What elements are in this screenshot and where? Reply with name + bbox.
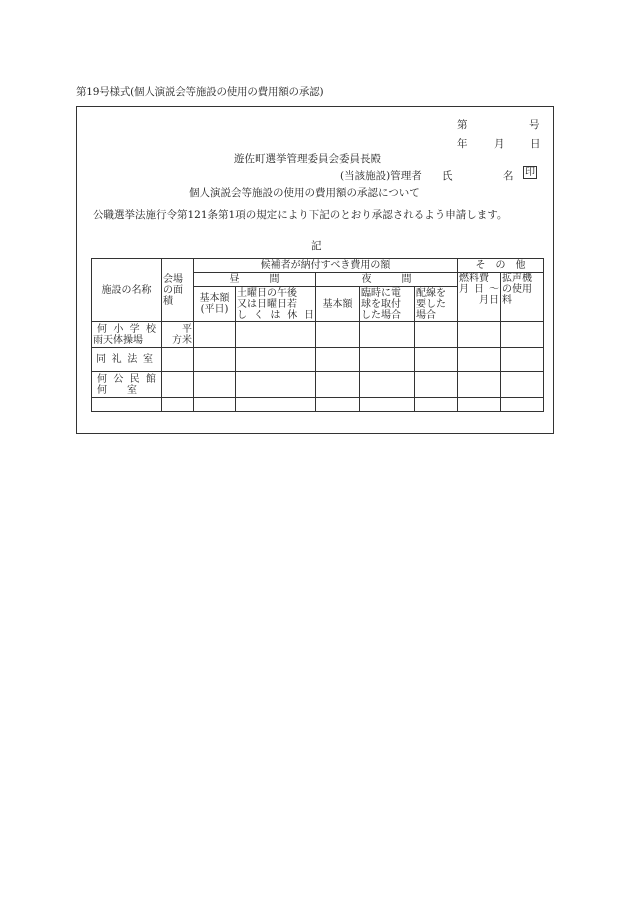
date-day: 日 — [530, 138, 541, 150]
other-group-header: そ の 他 — [458, 259, 544, 273]
number-suffix: 号 — [529, 119, 540, 131]
date-year: 年 — [457, 138, 468, 150]
table-row — [92, 398, 544, 412]
ki-mark: 記 — [311, 240, 322, 252]
facility-row2: 同礼法室 — [92, 348, 162, 372]
night-header: 夜 間 — [316, 273, 458, 287]
fuel-header: 燃料費 月日～ 月日 — [458, 273, 501, 322]
body-text: 公職選挙法施行令第121条第1項の規定により下記のとおり承認されるよう申請します。 — [93, 209, 508, 221]
area-unit: 平 方米 — [162, 322, 194, 348]
number-prefix: 第 — [457, 119, 468, 131]
facility-row1: 何小学校 雨天体操場 — [92, 322, 162, 348]
night-basic-header: 基本額 — [316, 287, 360, 322]
area-header: 会場 の面 積 — [162, 259, 194, 322]
weekday-basic-header: 基本額 (平日) — [194, 287, 236, 322]
form-frame — [76, 106, 554, 434]
fee-table — [91, 258, 544, 412]
table-row — [92, 322, 544, 348]
addressee: 遊佐町選挙管理委員会委員長殿 — [234, 153, 381, 165]
seal-mark: 印 — [525, 167, 535, 178]
wiring-header: 配線を 要した 場合 — [415, 287, 458, 322]
table-row — [92, 372, 544, 398]
facility-name-header: 施設の名称 — [92, 259, 162, 322]
fee-group-header: 候補者が納付すべき費用の額 — [194, 259, 458, 273]
name-right: 名 — [503, 170, 514, 182]
form-title: 第19号様式(個人演説会等施設の使用の費用額の承認) — [76, 86, 324, 98]
temp-light-header: 臨時に電 球を取付 した場合 — [360, 287, 415, 322]
saturday-header: 土曜日の午後 又は日曜日若 しくは休日 — [237, 287, 314, 321]
table-row — [92, 348, 544, 372]
speaker-header: 拡声機 の使用 料 — [501, 273, 544, 322]
applicant-label: (当該施設)管理者 — [340, 170, 422, 182]
day-header: 昼 間 — [194, 273, 316, 287]
facility-row3: 何公民館 何 室 — [92, 372, 162, 398]
date-month: 月 — [494, 138, 505, 150]
name-left: 氏 — [442, 170, 453, 182]
subject: 個人演説会等施設の使用の費用額の承認について — [189, 187, 420, 199]
